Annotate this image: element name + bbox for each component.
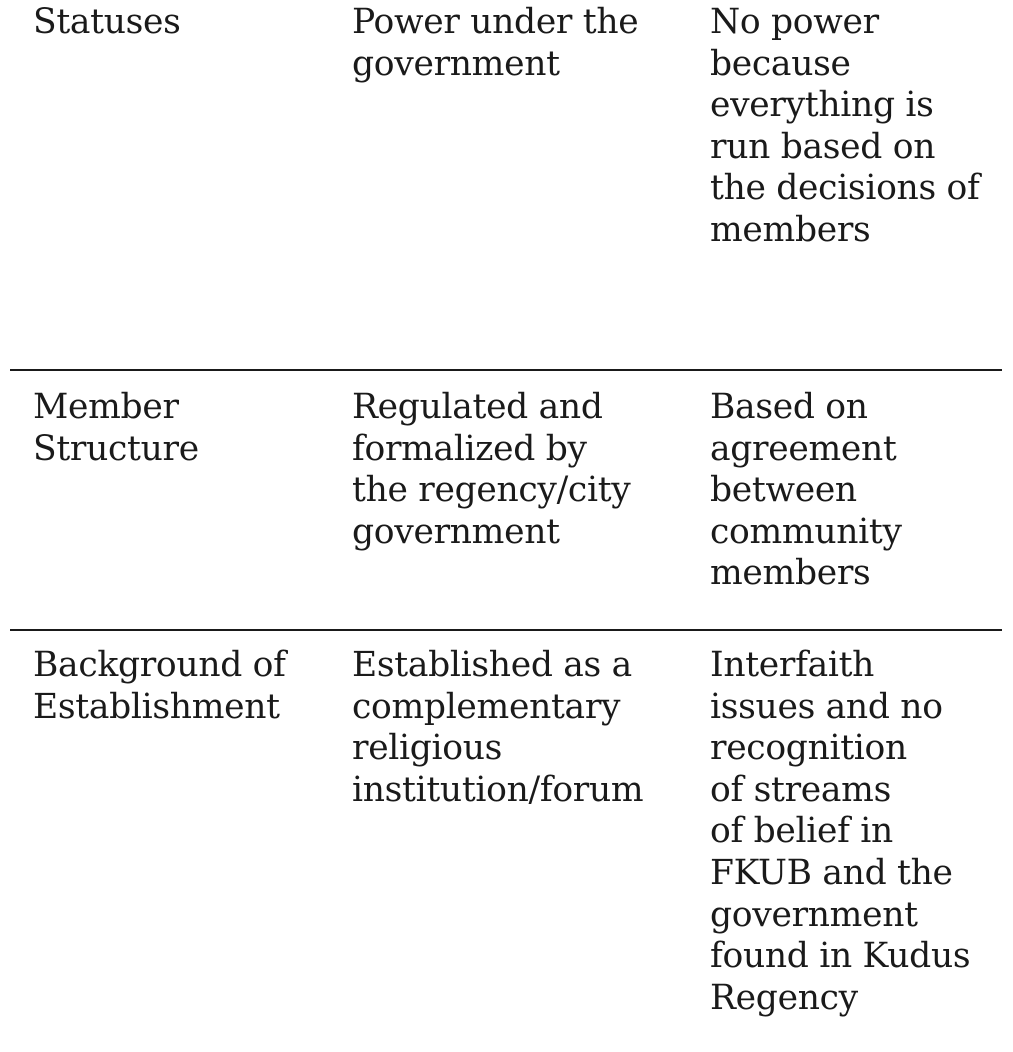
row-label-cell <box>33 2 328 44</box>
cell-text-line: Statuses <box>33 2 181 42</box>
cell-text-line: because <box>710 43 851 84</box>
cell-text-line: Establishment <box>33 686 280 727</box>
cell-text-line: the decisions of <box>710 168 980 209</box>
cell-text-line: Power under the <box>352 2 639 42</box>
cell-text-line: No power <box>710 2 879 42</box>
cell-text-line: of streams <box>710 769 891 810</box>
cell-text-line: Based on <box>710 387 868 427</box>
cell-text-line: formalized by <box>352 428 587 469</box>
cell-text-line: Regulated and <box>352 387 603 427</box>
cell-text-line: Regency <box>710 977 858 1018</box>
cell-text-line: Structure <box>33 428 199 469</box>
cell-text-line: of belief in <box>710 811 893 852</box>
community-column-cell <box>710 2 1000 252</box>
government-column-cell <box>352 2 682 85</box>
row-label-cell <box>33 387 328 470</box>
cell-text-line: everything is <box>710 85 934 126</box>
cell-text-line: issues and no <box>710 686 943 727</box>
table-row <box>10 0 1002 371</box>
cell-text-line: members <box>710 209 871 250</box>
cell-text-line: community <box>710 511 902 552</box>
cell-text-line: government <box>710 894 918 935</box>
cell-text-line: FKUB and the <box>710 852 953 893</box>
government-column-cell <box>352 387 682 553</box>
cell-text-line: the regency/city <box>352 470 631 511</box>
cell-text-line: government <box>352 511 560 552</box>
government-column-cell <box>352 645 682 811</box>
table-row <box>10 371 1002 631</box>
cell-text-line: institution/forum <box>352 769 644 810</box>
cell-text-line: agreement <box>710 428 897 469</box>
cell-text-line: government <box>352 43 560 84</box>
cell-text-line: religious <box>352 728 503 769</box>
cell-text-line: recognition <box>710 728 907 769</box>
cell-text-line: Member <box>33 387 179 427</box>
cell-text-line: Interfaith <box>710 645 875 685</box>
row-label-cell <box>33 645 328 728</box>
cell-text-line: found in Kudus <box>710 936 971 977</box>
community-column-cell <box>710 387 1000 595</box>
table-row <box>10 631 1002 1052</box>
cell-text-line: Established as a <box>352 645 632 685</box>
cell-text-line: Background of <box>33 645 286 685</box>
cell-text-line: run based on <box>710 126 936 167</box>
cell-text-line: complementary <box>352 686 621 727</box>
community-column-cell <box>710 645 1000 1019</box>
cell-text-line: between <box>710 470 857 511</box>
comparison-table <box>10 0 1002 1052</box>
cell-text-line: members <box>710 553 871 594</box>
